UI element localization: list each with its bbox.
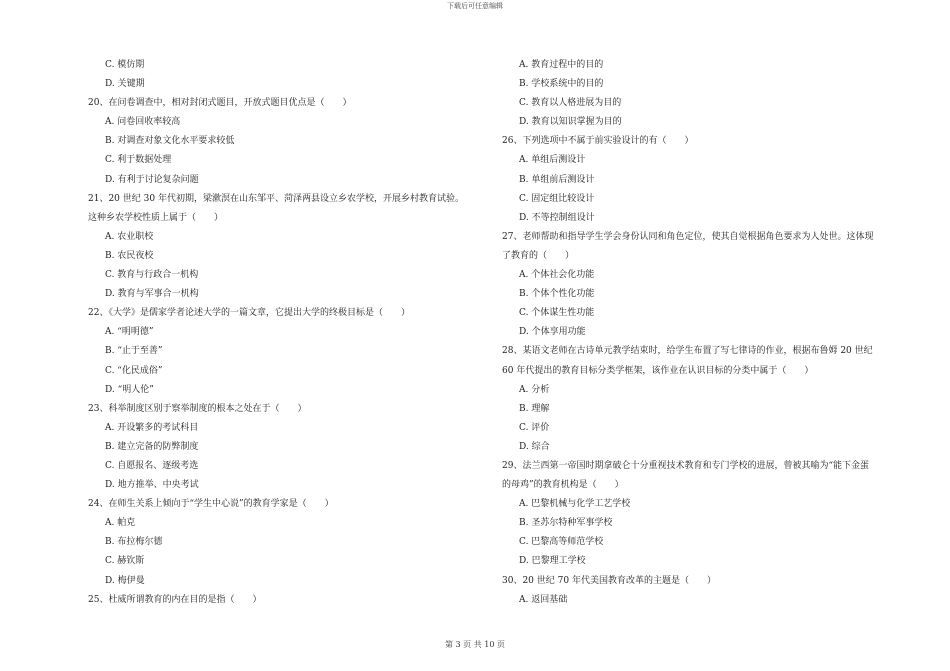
answer-option: D. “明人伦”	[105, 384, 154, 395]
question-text: 23、科举制度区别于察举制度的根本之处在于（ ）	[88, 403, 307, 414]
answer-option: A. 问卷回收率较高	[105, 117, 181, 128]
answer-option: A. “明明德”	[105, 327, 154, 338]
answer-option: C. 教育以人格进展为目的	[519, 98, 622, 109]
answer-option: B. 对调查对象文化水平要求较低	[105, 136, 235, 147]
answer-option: D. 教育以知识掌握为目的	[519, 117, 622, 128]
answer-option: C. 模仿期	[105, 60, 145, 70]
question-text: 26、下列选项中不属于前实验设计的有（ ）	[502, 136, 694, 147]
answer-option: D. 教育与军事合一机构	[105, 289, 199, 300]
answer-option: B. 圣苏尔特种军事学校	[519, 518, 613, 529]
answer-option: A. 单组后测设计	[519, 155, 586, 166]
answer-option: B. 农民夜校	[105, 250, 154, 261]
answer-option: D. 综合	[519, 441, 550, 452]
question-continuation: 的母鸡”的教育机构是（ ）	[502, 480, 624, 491]
question-text: 22、《大学》是儒家学者论述大学的一篇文章，它提出大学的终极目标是（ ）	[88, 308, 410, 319]
answer-option: B. 布拉梅尔德	[105, 537, 163, 548]
left-column	[88, 56, 488, 610]
question-text: 28、某语文老师在古诗单元教学结束时，给学生布置了写七律诗的作业，根据布鲁姆 20 世纪	[502, 346, 873, 357]
answer-option: A. 分析	[519, 384, 550, 395]
answer-option: D. 梅伊曼	[105, 575, 145, 586]
answer-option: D. 巴黎理工学校	[519, 556, 586, 567]
answer-option: C. 巴黎高等师范学校	[519, 537, 604, 548]
page-footer: 第 3 页 共 10 页	[445, 640, 505, 649]
answer-option: B. “止于至善”	[105, 346, 163, 357]
answer-option: C. 评价	[519, 422, 550, 433]
answer-option: A. 农业职校	[105, 231, 154, 242]
right-column	[502, 56, 920, 610]
question-continuation: 这种乡农学校性质上属于（ ）	[88, 212, 224, 223]
answer-option: D. 地方推举、中央考试	[105, 480, 199, 491]
question-text: 27、老师帮助和指导学生学会身份认同和角色定位，使其自觉根据角色要求为人处世。这体现	[502, 231, 874, 242]
answer-option: B. 个体个性化功能	[519, 289, 595, 300]
answer-option: C. 自愿报名、逐级考选	[105, 460, 199, 471]
answer-option: B. 建立完备的防弊制度	[105, 441, 199, 452]
answer-option: D. 不等控制组设计	[519, 212, 595, 223]
answer-option: A. 返回基础	[519, 594, 568, 605]
answer-option: A. 巴黎机械与化学工艺学校	[519, 499, 631, 510]
question-continuation: 了教育的（ ）	[502, 250, 575, 261]
answer-option: D. 有利于讨论复杂问题	[105, 174, 199, 185]
answer-option: B. 单组前后测设计	[519, 174, 595, 185]
answer-option: A. 帕克	[105, 518, 136, 529]
answer-option: C. 固定组比较设计	[519, 193, 595, 204]
answer-option: C. 个体谋生性功能	[519, 308, 595, 319]
question-text: 30、20 世纪 70 年代美国教育改革的主题是（ ）	[502, 575, 716, 586]
question-text: 21、20 世纪 30 年代初期，梁漱溟在山东邹平、菏泽两县设立乡农学校，开展乡村教育试验。	[88, 193, 464, 204]
question-continuation: 60 年代提出的教育目标分类学框架，该作业在认识目标的分类中属于（ ）	[502, 365, 814, 376]
answer-option: C. “化民成俗”	[105, 365, 163, 376]
question-text: 25、杜威所谓教育的内在目的是指（ ）	[88, 594, 262, 605]
answer-option: B. 学校系统中的目的	[519, 79, 604, 90]
answer-option: A. 开设繁多的考试科目	[105, 422, 199, 433]
answer-option: C. 赫钦斯	[105, 556, 145, 567]
answer-option: D. 个体享用功能	[519, 327, 586, 338]
question-text: 24、在师生关系上倾向于“学生中心说”的教育学家是（ ）	[88, 499, 334, 510]
answer-option: D. 关键期	[105, 79, 145, 90]
answer-option: C. 利于数据处理	[105, 155, 172, 166]
question-text: 20、在问卷调查中，相对封闭式题目，开放式题目优点是（ ）	[88, 98, 352, 109]
answer-option: A. 教育过程中的目的	[519, 60, 604, 70]
answer-option: B. 理解	[519, 403, 550, 414]
question-text: 29、法兰西第一帝国时期拿破仑十分重视技术教育和专门学校的进展，曾被其喻为“能下金蛋	[502, 460, 870, 471]
page-header: 下载后可任意编辑	[447, 2, 503, 10]
answer-option: C. 教育与行政合一机构	[105, 270, 199, 281]
answer-option: A. 个体社会化功能	[519, 270, 595, 281]
